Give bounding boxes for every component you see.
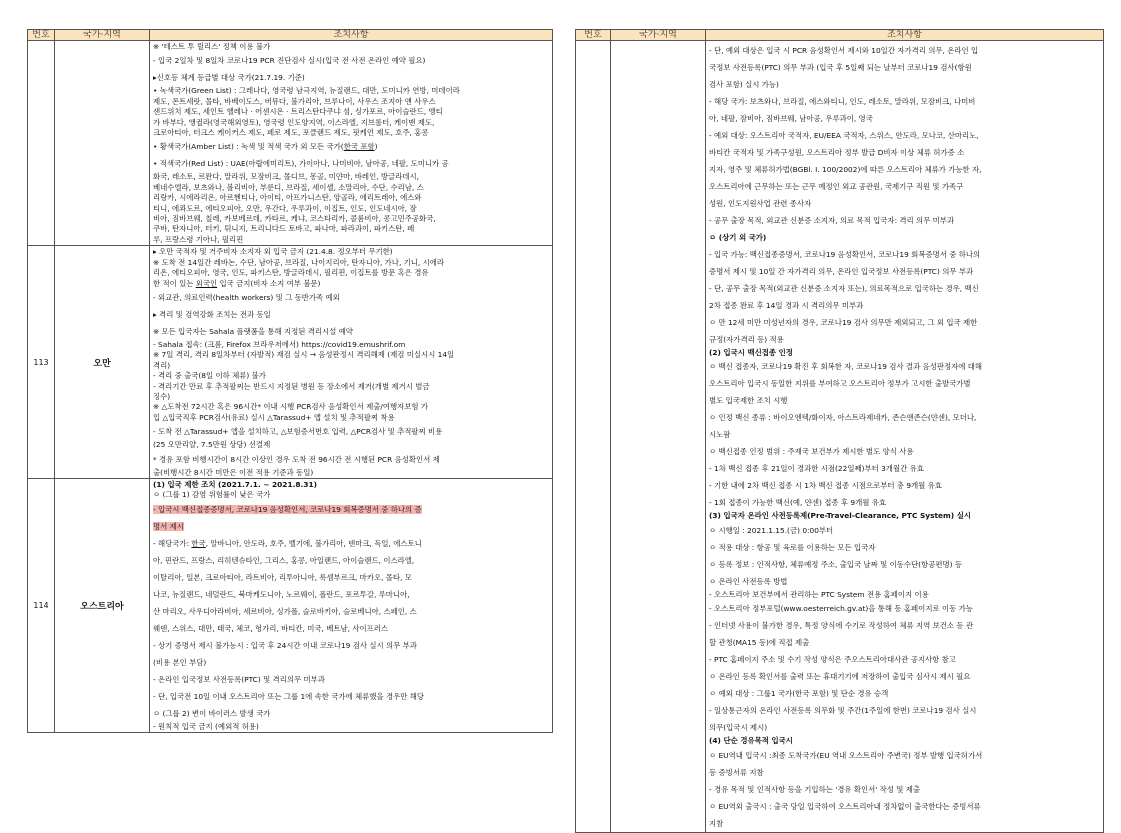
measures-cell <box>150 478 553 732</box>
line-text: 지참 <box>709 818 724 828</box>
line-text: - 예외 대상: 오스트리아 국적자, EU/EEA 국적자, 스위스, 안도라, 모나코, 산마리노, <box>709 131 979 140</box>
line-text: ㅇ (그룹 2) 변이 바이러스 발생 국가 <box>153 708 271 718</box>
line-text: ) <box>374 142 378 152</box>
line-text: (2) 입국시 백신접종 인정 <box>709 348 793 357</box>
table-row-oman <box>28 246 553 479</box>
line-text: ▸신호등 체계 등급별 대상 국가(21.7.19. 기준) <box>153 73 305 83</box>
measures-cell <box>150 246 553 479</box>
line-text: 가 바부다, 앵귈라(영국해외영토), 영국령 인도양지역, 이스라엘, 지브롤터, 케이맨 제도, <box>153 117 435 127</box>
measure-line <box>153 535 549 552</box>
line-text: - 일상통근자의 온라인 사전등록 의무화 및 주간(1주일에 한번) 코로나19 검사 실시 <box>709 706 977 716</box>
line-text: - Sahala 접속: (크롬, Firefox 브라우저에서) https://covid19.emushrif.om <box>153 339 406 349</box>
line-text: ▸ 오만 국적자 및 거주비자 소지자 외 입국 금지 (21.4.8. 정오부터 무기한) <box>153 247 393 257</box>
line-text: - 단, 입국전 10일 이내 오스트리아 또는 그룹 1에 속한 국가에 체류했을 경우만 해당 <box>153 691 424 701</box>
line-text: - 격리기간 만료 후 추적팔찌는 반드시 지정된 병원 등 장소에서 제거(개별 제거시 벌금 <box>153 381 430 391</box>
line-text: ㅇ 시행일 : 2021.1.15.(금) 0:00부터 <box>709 525 834 535</box>
line-text: • 녹색국가(Green List) : 그레나다, 영국령 남극지역, 뉴질랜드, 대만, 도미니카 연방, 미데이라 <box>153 86 460 96</box>
measure-line <box>153 451 549 468</box>
line-text: 제도, 몬트세랏, 몰타, 바베이도스, 버뮤다, 불가리아, 브루나이, 사우스 조지아 앤 사우스 <box>153 96 436 106</box>
line-text: - 외교관, 의료인력(health workers) 및 그 동반가족 예외 <box>153 292 340 302</box>
measure-line <box>153 69 549 86</box>
line-text: 증명서 제시 및 10일 간 자가격리 의무, 온라인 입국정보 사전등록(PTC) 의무 부과 <box>709 267 974 276</box>
line-text: ※ '테스트 투 릴리스' 정책 이용 불가 <box>153 42 271 51</box>
measure-line <box>709 764 1100 781</box>
header-no: 번호 <box>28 30 55 41</box>
measure-line <box>153 128 549 138</box>
measure-line <box>153 705 549 722</box>
line-text: ※ 모든 입국자는 Sahala 플랫폼을 통해 지정된 격리시설 예약 <box>153 326 353 336</box>
line-text: - 1회 접종이 가능한 백신(예, 얀센) 접종 후 9개월 유효 <box>709 498 886 508</box>
measure-line <box>153 279 549 289</box>
line-text: - 입국시 백신접종증명서, 코로나19 음성확인서, 코로나19 회복증명서 중 하나의 증 <box>153 504 422 514</box>
line-text: ※ △도착전 72시간 혹은 96시간* 이내 시행 PCR검사 음성확인서 제출/여행자보험 가 <box>153 402 429 412</box>
measure-line <box>153 620 549 637</box>
measure-line <box>709 634 1100 651</box>
line-text: ㅇ 온라인 사전등록 방법 <box>709 576 788 586</box>
measure-line <box>709 798 1100 815</box>
measure-line <box>709 426 1100 443</box>
measure-line <box>709 522 1100 539</box>
line-text: 루, 프랑스령 기아나, 필리핀 <box>153 234 244 244</box>
measure-line <box>153 722 549 732</box>
measure-line <box>153 306 549 323</box>
line-text: ㅇ (그룹 1) 감염 위험률이 낮은 국가 <box>153 490 271 500</box>
line-text: - 원칙적 입국 금지 (예외적 허용) <box>153 721 259 731</box>
left-measures-table <box>27 29 553 733</box>
measure-line <box>709 443 1100 460</box>
line-text: 2차 접종 완료 후 14일 경과 시 격리의무 미부과 <box>709 301 864 310</box>
line-text: ※ 도착 전 14일간 레바논, 수단, 남아공, 브라질, 나이지리아, 탄자니아, 가나, 기니, 시에라 <box>153 257 445 267</box>
measure-line <box>709 93 1100 110</box>
line-text: 쿠바, 탄자니아, 터키, 튀니지, 트리니다드 토바고, 파나마, 파라과이, 파키스탄, 페 <box>153 224 415 234</box>
measure-line <box>153 501 549 518</box>
measure-line <box>709 263 1100 280</box>
measure-line <box>709 747 1100 764</box>
measure-line <box>709 212 1100 229</box>
measure-line <box>709 358 1100 375</box>
table-row-austria <box>28 478 553 732</box>
measure-line <box>153 138 549 155</box>
measure-line <box>709 539 1100 556</box>
measure-line <box>153 97 549 107</box>
line-text: 출(비행시간 8시간 미만은 이전 적용 기준과 동일) <box>153 467 314 477</box>
line-text: 시노팜 <box>709 430 731 440</box>
line-text: (25 오만리얄, 7.5만원 상당) 선결제 <box>153 440 271 450</box>
line-text: - 단, 예외 대상은 입국 시 PCR 음성확인서 제시와 10일간 자가격리 의무, 온라인 입 <box>709 46 979 55</box>
row-number-empty <box>28 41 55 246</box>
line-text: 샌드위치 제도, 세인트 헬레나 · 어센시온 · 트리스탄다쿠냐 섬, 싱가포르, 아이슬란드, 앵티 <box>153 107 443 117</box>
line-text: 나코, 뉴질랜드, 네덜란드, 북마케도니아, 노르웨이, 폴란드, 포르투갈, 루마니아, <box>153 589 410 599</box>
header-no: 번호 <box>576 30 611 41</box>
measure-line <box>709 590 1100 600</box>
line-text: 크로아티아, 터크스 케이커스 제도, 페로 제도, 포클랜드 제도, 핏케언 제도, 호주, 홍콩 <box>153 128 429 138</box>
measure-line <box>153 42 549 52</box>
measure-line <box>709 685 1100 702</box>
measure-line <box>153 204 549 214</box>
right-measures-table <box>575 29 1104 833</box>
measure-line <box>153 423 549 440</box>
line-text: - 상기 증명서 제시 불가능시 : 입국 후 24시간 이내 코로나19 검사 실시 의무 부과 <box>153 640 417 650</box>
line-text: - 해당 국가: 보츠와나, 브라질, 에스와티니, 인도, 레소토, 말라위, 모잠비크, 나미비 <box>709 97 976 106</box>
measures-cell <box>150 41 553 246</box>
header-country: 국가·지역 <box>55 30 150 41</box>
underlined-text: 외국인 <box>195 278 218 288</box>
line-text: ▸ 격리 및 검역강화 조치는 전과 동일 <box>153 309 271 319</box>
measure-line <box>153 258 549 268</box>
header-country: 국가·지역 <box>611 30 706 41</box>
measure-line <box>153 193 549 203</box>
line-text: 아, 네팔, 잠비아, 짐바브웨, 남아공, 우루과이, 영국 <box>709 114 873 123</box>
line-text: 지자, 영주 및 체류허가법(BGBl. I. 100/2002)에 따른 오스트리아 체류가 가능한 자, <box>709 165 982 174</box>
measure-line <box>153 214 549 224</box>
measure-line <box>709 280 1100 297</box>
line-text: (4) 단순 경유목적 입국시 <box>709 736 793 746</box>
underlined-text: 한국 <box>191 538 206 548</box>
measure-line <box>709 331 1100 348</box>
line-text: 격리) <box>153 360 171 370</box>
line-text: 리온, 에티오피아, 영국, 인도, 파키스탄, 방글라데시, 필리핀, 이집트를 방문 혹은 경유 <box>153 268 429 278</box>
measure-line <box>153 247 549 257</box>
line-text: ㅇ 인정 백신 종류 : 바이오엔텍/화이자, 아스트라제네카, 존슨앤존슨(얀센), 모더나, <box>709 413 977 423</box>
measure-line <box>153 172 549 182</box>
line-text: 티니, 에콰도르, 에티오피아, 오만, 우간다, 우루과이, 이집트, 인도, 인도네시아, 잠 <box>153 203 417 213</box>
measure-line <box>709 815 1100 832</box>
measure-line <box>709 297 1100 314</box>
measure-line <box>153 569 549 586</box>
measure-line <box>709 573 1100 590</box>
line-text: 징수) <box>153 391 171 401</box>
line-text: - 해당국가: <box>153 538 192 548</box>
line-text: ㅇ 등록 정보 : 인적사항, 체류예정 주소, 출입국 날짜 및 이동수단(항공편명) 등 <box>709 559 962 569</box>
line-text: (비용 본인 부담) <box>153 657 207 667</box>
measure-line <box>153 586 549 603</box>
measure-line <box>153 52 549 69</box>
line-text: • 적색국가(Red List) : UAE(아랍에미리트), 가이아나, 나미비아, 남아공, 네팔, 도미니카 공 <box>153 159 449 169</box>
measure-line <box>153 468 549 478</box>
line-text: 오스트리아 입국시 동일한 지위를 부여하고 오스트리아 정부가 고시한 출발국가별 <box>709 379 971 389</box>
measure-line <box>709 144 1100 161</box>
line-text: ㅇ 온라인 등록 확인서를 출력 또는 휴대기기에 저장하여 출입국 심사시 제시 필요 <box>709 672 971 682</box>
country-name: 오스트리아 <box>55 478 150 732</box>
line-text: 입 △입국직후 PCR검사(유료) 실시 △Tarassud+ 앱 설치 및 추적팔찌 착용 <box>153 412 395 422</box>
measure-line <box>153 518 549 535</box>
measure-line <box>709 702 1100 719</box>
measure-line <box>709 781 1100 798</box>
line-text: ㅇ 백신 접종자, 코로나19 확진 후 회복한 자, 코로나19 검사 결과 음성판정자에 대해 <box>709 362 983 372</box>
header-measures: 조치사항 <box>150 30 553 41</box>
line-text: 별도 입국제한 조치 시행 <box>709 396 788 406</box>
measure-line <box>709 195 1100 212</box>
measure-line <box>709 736 1100 746</box>
line-text: 한 적이 있는 <box>153 278 196 288</box>
line-text: - 1차 백신 접종 후 21일이 경과한 시점(22일째)부터 3개월간 유효 <box>709 464 924 474</box>
measure-line <box>709 375 1100 392</box>
measure-line <box>153 155 549 172</box>
measure-line <box>709 110 1100 127</box>
line-text: ㅇ (상기 외 국가) <box>709 233 767 242</box>
measure-line <box>709 651 1100 668</box>
measure-line <box>709 161 1100 178</box>
row-number: 113 <box>28 246 55 479</box>
line-text: (1) 입국 제한 조치 (2021.7.1. ~ 2021.8.31) <box>153 479 318 489</box>
line-text: - 온라인 입국정보 사전등록(PTC) 및 격리의무 미부과 <box>153 674 325 684</box>
measure-line <box>153 289 549 306</box>
measure-line <box>709 556 1100 573</box>
measure-line <box>709 76 1100 93</box>
line-text: • 황색국가(Amber List) : 녹색 및 적색 국가 외 모든 국가( <box>153 142 344 152</box>
measure-line <box>153 86 549 96</box>
measure-line <box>153 118 549 128</box>
measure-line <box>153 392 549 402</box>
measure-line <box>709 246 1100 263</box>
line-text: - 입국 가능: 백신접종증명서, 코로나19 음성확인서, 코로나19 회복증명서 중 하나의 <box>709 250 981 259</box>
table-row-austria-continued <box>576 41 1104 833</box>
measure-line <box>709 409 1100 426</box>
line-text: 성원, 인도지원사업 관련 종사자 <box>709 199 812 208</box>
line-text: 화국, 레소토, 르완다, 말라위, 모잠비크, 몰디브, 몽골, 미얀마, 바레인, 방글라데시, <box>153 172 419 182</box>
line-text: 이탈리아, 일본, 크로아티아, 라트비아, 리투아니아, 룩셈부르크, 마카오, 몰타, 모 <box>153 572 412 582</box>
measure-line <box>153 402 549 412</box>
line-text: 산 마리오, 사우디아라비아, 세르비아, 싱가폴, 슬로바키아, 슬로베니아, 스페인, 스 <box>153 606 417 616</box>
line-text: - 도착 전 △Tarassud+ 앱을 설치하고, △보험증서번호 입력, △PCR검사 및 추적팔찌 비용 <box>153 427 443 437</box>
right-page <box>575 29 1104 833</box>
measure-line <box>153 371 549 381</box>
row-country-empty <box>611 41 706 833</box>
line-text: 규정(자가격리 등) 적용 <box>709 335 784 344</box>
measure-line <box>709 127 1100 144</box>
measure-line <box>709 719 1100 736</box>
line-text: 웨덴, 스위스, 대만, 태국, 체코, 헝가리, 바티칸, 미국, 베트남, 사이프러스 <box>153 623 389 633</box>
measure-line <box>153 350 549 360</box>
measure-line <box>709 460 1100 477</box>
line-text: 베네수엘라, 보츠와나, 볼리비아, 부룬디, 브라질, 세이셸, 소말리아, 수단, 수리남, 스 <box>153 182 424 192</box>
line-text: - 단, 공무 출장 목적(외교관 신분증 소지자 또는), 의료목적으로 입국하는 경우, 백신 <box>709 284 979 293</box>
measure-line <box>709 314 1100 331</box>
measure-line <box>709 392 1100 409</box>
measure-line <box>709 42 1100 59</box>
measure-line <box>153 183 549 193</box>
measure-line <box>153 688 549 705</box>
line-text: - 오스트리아 보건부에서 관리하는 PTC System 전용 홈페이지 이용 <box>709 589 929 599</box>
line-text: - 경유 목적 및 인적사항 등을 기입하는 '경유 확인서' 작성 및 제출 <box>709 784 921 794</box>
measures-cell <box>706 41 1104 833</box>
line-text: (3) 입국자 온라인 사전등록제(Pre-Travel-Clearance, PTC System) 실시 <box>709 511 971 521</box>
measure-line <box>153 490 549 500</box>
line-text: ㅇ EU역외 출국시 : 출국 당일 입국하여 오스트리아내 정차없이 출국한다는 증빙서류 <box>709 801 981 811</box>
measure-line <box>709 348 1100 358</box>
measure-line <box>153 637 549 654</box>
line-text: , 알바니아, 안도라, 호주, 벨기에, 불가리아, 덴마크, 독일, 에스토니 <box>205 538 422 548</box>
country-name: 오만 <box>55 246 150 479</box>
underlined-text: 한국 포함 <box>343 142 375 152</box>
measure-line <box>153 654 549 671</box>
row-number: 114 <box>28 478 55 732</box>
line-text: ㅇ 적용 대상 : 항공 및 육로를 이용하는 모든 입국자 <box>709 542 876 552</box>
header-measures: 조치사항 <box>706 30 1104 41</box>
line-text: 비아, 짐바브웨, 칠레, 카보베르데, 카타르, 케냐, 코스타리카, 콜롬비아, 콩고민주공화국, <box>153 214 436 224</box>
line-text: 의무(입국시 제시) <box>709 723 768 733</box>
line-text: ㅇ 백신접종 인정 범위 : 주재국 보건부가 제시한 별도 양식 사용 <box>709 447 914 457</box>
measure-line <box>153 603 549 620</box>
line-text: ㅇ 예외 대상 : 그룹1 국가(한국 포함) 및 단순 경유 승객 <box>709 689 889 699</box>
measure-line <box>153 413 549 423</box>
measure-line <box>153 440 549 450</box>
line-text: 할 관청(MA15 등)에 직접 제출 <box>709 638 810 648</box>
measure-line <box>709 511 1100 521</box>
line-text: - PTC 홈페이지 주소 및 수기 작성 양식은 주오스트리아대사관 공지사항 참고 <box>709 655 956 665</box>
measure-line <box>153 224 549 234</box>
measure-line <box>153 382 549 392</box>
measure-line <box>153 323 549 340</box>
measure-line <box>709 668 1100 685</box>
line-text: ㅇ 만 12세 미만 미성년자의 경우, 코로나19 검사 의무만 제외되고, 그 외 입국 제한 <box>709 318 978 327</box>
left-page <box>27 29 553 733</box>
line-text: ※ 7일 격리, 격리 8일차부터 (자발적) 재검 실시 → 음성판정시 격리해제 (재검 미실시시 14일 <box>153 350 455 360</box>
line-text: - 오스트리아 정부포털(www.oesterreich.gv.at)을 통해 동 홈페이지로 이동 가능 <box>709 604 973 614</box>
line-text: 국정보 사전등록(PTC) 의무 부과 (입국 후 5일째 되는 날부터 코로나19 검사(항원 <box>709 63 972 72</box>
line-text: 오스트리아에 근무하는 또는 근무 예정인 외교 공관원, 국제기구 직원 및 가족구 <box>709 182 964 191</box>
measure-line <box>709 494 1100 511</box>
measure-line <box>153 671 549 688</box>
measure-line <box>709 59 1100 76</box>
measure-line <box>153 235 549 245</box>
line-text: - 격리 중 출국(8일 이하 체류) 불가 <box>153 371 266 381</box>
line-text: - 입국 2일차 및 8일차 코로나19 PCR 진단검사 실시(입국 전 사전 온라인 예약 필요) <box>153 56 426 66</box>
line-text: 리랑카, 시에라리온, 아르헨티나, 아이티, 아프가니스탄, 앙골라, 에리트레아, 에스와 <box>153 193 422 203</box>
measure-line <box>709 229 1100 246</box>
row-number-empty <box>576 41 611 833</box>
line-text: 검사 포함) 실시 가능) <box>709 80 779 89</box>
line-text: 등 증빙서류 지참 <box>709 767 764 777</box>
measure-line <box>709 178 1100 195</box>
line-text: 명서 제시 <box>153 521 184 531</box>
row-country-empty <box>55 41 150 246</box>
measure-line <box>153 340 549 350</box>
measure-line <box>709 617 1100 634</box>
line-text: - 기한 내에 2차 백신 접종 시 1차 백신 접종 시점으로부터 총 9개월 유효 <box>709 481 942 491</box>
measure-line <box>709 600 1100 617</box>
line-text: * 경유 포함 비행시간이 8시간 이상인 경우 도착 전 96시간 전 시행된 PCR 음성확인서 제 <box>153 454 440 464</box>
measure-line <box>153 361 549 371</box>
line-text: 입국 금지(비자 소지 여부 불문) <box>217 278 321 288</box>
line-text: - 인터넷 사용이 불가한 경우, 특정 양식에 수기로 작성하여 체류 지역 보건소 등 관 <box>709 621 974 631</box>
line-text: ㅇ EU역내 입국시 :최종 도착국가(EU 역내 오스트리아 주변국) 정부 발행 입국허가서 <box>709 750 983 760</box>
line-text: 바티칸 국적자 및 가족구성원, 오스트리아 정부 발급 D비자 이상 체류 허가증 소 <box>709 148 965 157</box>
line-text: - 공무 출장 목적, 외교관 신분증 소지자, 의료 목적 입국자: 격리 의무 미부과 <box>709 216 955 225</box>
line-text: 아, 핀란드, 프랑스, 리히텐슈타인, 그리스, 홍콩, 아일랜드, 아이슬랜드, 이스라엘, <box>153 555 415 565</box>
measure-line <box>153 268 549 278</box>
measure-line <box>153 552 549 569</box>
measure-line <box>709 477 1100 494</box>
table-row-continued <box>28 41 553 246</box>
measure-line <box>153 480 549 490</box>
measure-line <box>153 107 549 117</box>
